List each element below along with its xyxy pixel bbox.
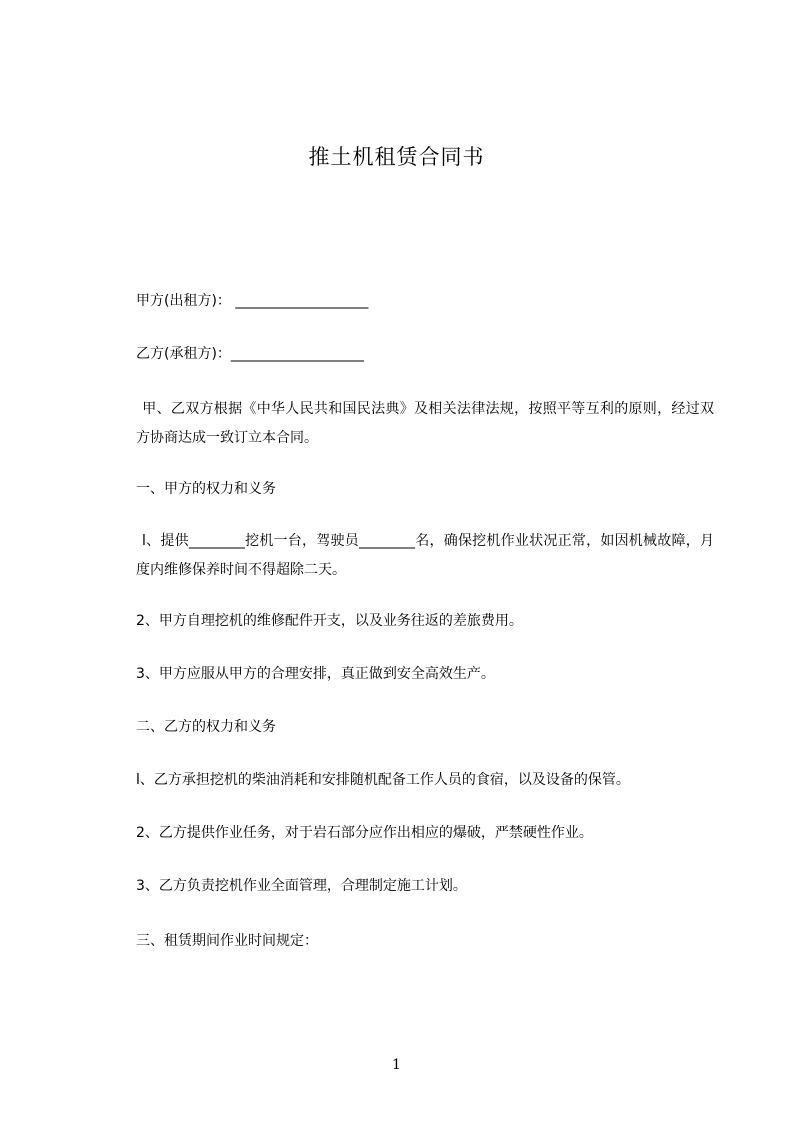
section-heading-party-b-duties: 二、乙方的权力和义务	[136, 719, 276, 735]
section-heading-work-hours: 三、租赁期间作业时间规定：	[136, 933, 318, 949]
document-title: 推土机租赁合同书	[308, 145, 485, 169]
clause-a-1-text: l、提供________挖机一台，驾驶员________名，确保挖机作业状况正常，如因机械故障，月度内维修保养时间不得超除二天。	[136, 533, 714, 578]
clause-a-3: 3、甲方应服从甲方的合理安排，真正做到安全高效生产。	[136, 666, 495, 682]
clause-a-1	[136, 527, 714, 585]
page-number: 1	[392, 1057, 401, 1073]
preamble-text: 甲、乙双方根据《中华人民共和国民法典》及相关法律法规，按照平等互利的原则，经过双方协商达成一致订立本合同。	[136, 401, 714, 446]
party-a-line: 甲方(出租方)： ___________________	[136, 293, 369, 309]
clause-b-3: 3、乙方负责挖机作业全面管理，合理制定施工计划。	[136, 878, 467, 894]
clause-a-2: 2、甲方自理挖机的维修配件开支，以及业务往返的差旅费用。	[136, 613, 523, 629]
party-b-line: 乙方(承租方)：___________________	[136, 346, 364, 362]
preamble-paragraph	[136, 395, 714, 453]
section-heading-party-a-duties: 一、甲方的权力和义务	[136, 481, 276, 497]
clause-b-2: 2、乙方提供作业任务，对于岩石部分应作出相应的爆破，严禁硬性作业。	[136, 825, 593, 841]
clause-b-1: l、乙方承担挖机的柴油消耗和安排随机配备工作人员的食宿，以及设备的保管。	[136, 772, 630, 788]
